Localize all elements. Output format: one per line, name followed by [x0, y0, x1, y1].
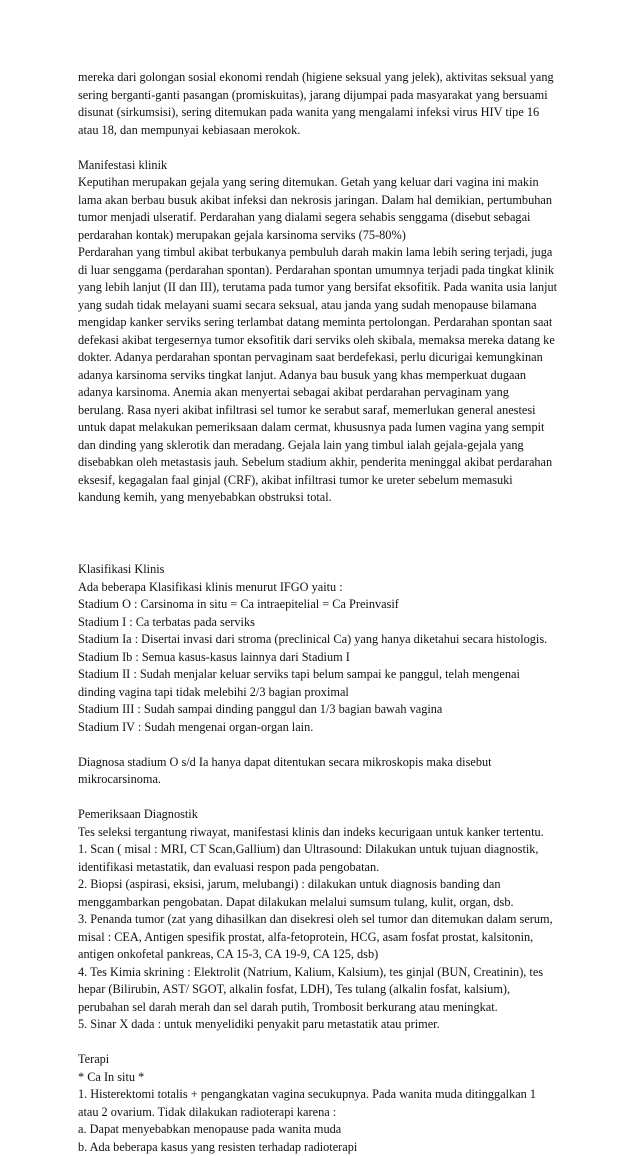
spacer [78, 789, 574, 807]
document-page [78, 69, 574, 1156]
text-line: lama akan berbau busuk akibat infeksi dan nekrosis jaringan. Dalam hal demikian, pertumbuhan [78, 192, 574, 210]
spacer [78, 139, 574, 157]
spacer [78, 736, 574, 754]
text-line: 3. Penanda tumor (zat yang dihasilkan dan disekresi oleh sel tumor dan ditemukan dalam serum, [78, 911, 574, 929]
text-line: yang lebih lanjut (II dan III), terutama pada tumor yang bersifat eksofitik. Pada wanita usia lanjut [78, 279, 574, 297]
text-line: eksesif, kegagalan faal ginjal (CRF), akibat infiltrasi tumor ke ureter sebelum memasuki [78, 472, 574, 490]
text-line: antigen onkofetal pankreas, CA 15-3, CA 19-9, CA 125, dsb) [78, 946, 574, 964]
text-line: kandung kemih, yang menyebabkan obstruksi total. [78, 489, 574, 507]
text-line: Perdarahan yang timbul akibat terbukanya pembuluh darah makin lama lebih sering terjadi, juga [78, 244, 574, 262]
text-line: 4. Tes Kimia skrining : Elektrolit (Natrium, Kalium, Kalsium), tes ginjal (BUN, Creatinin), tes [78, 964, 574, 982]
text-line: adanya karsinoma serviks tingkat lanjut. Adanya bau busuk yang khas memperkuat dugaan [78, 367, 574, 385]
text-line: berulang. Rasa nyeri akibat infiltrasi sel tumor ke serabut saraf, memerlukan general anestesi [78, 402, 574, 420]
text-line: Stadium I : Ca terbatas pada serviks [78, 614, 574, 632]
text-line: identifikasi metastatik, dan evaluasi respon pada pengobatan. [78, 859, 574, 877]
text-line: atau 2 ovarium. Tidak dilakukan radioterapi karena : [78, 1104, 574, 1122]
section-terapi [78, 1051, 574, 1156]
text-line: dan dinding yang sklerotik dan meradang. Gejala lain yang timbul ialah gejala-gejala yang [78, 437, 574, 455]
text-line: misal : CEA, Antigen spesifik prostat, alfa-fetoprotein, HCG, asam fosfat prostat, kalsitonin, [78, 929, 574, 947]
spacer [78, 507, 574, 544]
text-line: Keputihan merupakan gejala yang sering ditemukan. Getah yang keluar dari vagina ini makin [78, 174, 574, 192]
text-line: b. Ada beberapa kasus yang resisten terhadap radioterapi [78, 1139, 574, 1156]
text-line: Stadium O : Carsinoma in situ = Ca intraepitelial = Ca Preinvasif [78, 596, 574, 614]
section-manifestasi [78, 157, 574, 507]
text-line: dokter. Adanya perdarahan spontan pervaginam saat berdefekasi, perlu dicurigai kemungkinan [78, 349, 574, 367]
text-line: Diagnosa stadium O s/d Ia hanya dapat ditentukan secara mikroskopis maka disebut [78, 754, 574, 772]
text-line: a. Dapat menyebabkan menopause pada wanita muda [78, 1121, 574, 1139]
section-heading: Klasifikasi Klinis [78, 561, 574, 579]
text-line: mereka dari golongan sosial ekonomi rendah (higiene seksual yang jelek), aktivitas seksual yang [78, 69, 574, 87]
text-line: Stadium Ib : Semua kasus-kasus lainnya dari Stadium I [78, 649, 574, 667]
paragraph-risk-factors [78, 69, 574, 139]
text-line: sering berganti-ganti pasangan (promiskuitas), jarang dijumpai pada masyarakat yang bersuami [78, 87, 574, 105]
text-line: perubahan sel darah merah dan sel darah putih, Trombosit berkurang atau meningkat. [78, 999, 574, 1017]
text-line: defekasi akibat tergesernya tumor eksofitik dari serviks oleh skibala, memaksa mereka datang ke [78, 332, 574, 350]
text-line: hepar (Bilirubin, AST/ SGOT, alkalin fosfat, LDH), Tes tulang (alkalin fosfat, kalsium), [78, 981, 574, 999]
text-line: mengidap kanker serviks sering terlambat datang meminta pertolongan. Perdarahan spontan saat [78, 314, 574, 332]
paragraph-diagnosa [78, 754, 574, 789]
section-pemeriksaan [78, 806, 574, 1034]
text-line: perdarahan kontak) merupakan gejala karsinoma serviks (75-80%) [78, 227, 574, 245]
text-line: atau 18, dan mempunyai kebiasaan merokok. [78, 122, 574, 140]
text-line: Stadium IV : Sudah mengenai organ-organ lain. [78, 719, 574, 737]
section-heading: Pemeriksaan Diagnostik [78, 806, 574, 824]
text-line: yang sudah tidak melayani suami secara seksual, atau janda yang sudah menopause bilamana [78, 297, 574, 315]
text-line: di luar senggama (perdarahan spontan). Perdarahan spontan umumnya terjadi pada tingkat klinik [78, 262, 574, 280]
section-heading: Terapi [78, 1051, 574, 1069]
spacer [78, 544, 574, 562]
text-line: Ada beberapa Klasifikasi klinis menurut IFGO yaitu : [78, 579, 574, 597]
text-line: menggambarkan pengobatan. Dapat dilakukan melalui sumsum tulang, kulit, organ, dsb. [78, 894, 574, 912]
text-line: Tes seleksi tergantung riwayat, manifestasi klinis dan indeks kecurigaan untuk kanker tertentu. [78, 824, 574, 842]
text-line: tumor menjadi ulseratif. Perdarahan yang dialami segera sehabis senggama (disebut sebagai [78, 209, 574, 227]
text-line: Stadium Ia : Disertai invasi dari stroma (preclinical Ca) yang hanya diketahui secara histologis. [78, 631, 574, 649]
text-line: Stadium II : Sudah menjalar keluar serviks tapi belum sampai ke panggul, telah mengenai [78, 666, 574, 684]
text-line: 5. Sinar X dada : untuk menyelidiki penyakit paru metastatik atau primer. [78, 1016, 574, 1034]
text-line: 2. Biopsi (aspirasi, eksisi, jarum, melubangi) : dilakukan untuk diagnosis banding dan [78, 876, 574, 894]
spacer [78, 1034, 574, 1052]
text-line: dinding vagina tapi tidak melebihi 2/3 bagian proximal [78, 684, 574, 702]
text-line: * Ca In situ * [78, 1069, 574, 1087]
section-heading: Manifestasi klinik [78, 157, 574, 175]
text-line: untuk dapat melakukan pemeriksaan dalam cermat, khususnya pada lumen vagina yang sempit [78, 419, 574, 437]
text-line: mikrocarsinoma. [78, 771, 574, 789]
text-line: 1. Scan ( misal : MRI, CT Scan,Gallium) dan Ultrasound: Dilakukan untuk tujuan diagnostik, [78, 841, 574, 859]
text-line: Stadium III : Sudah sampai dinding panggul dan 1/3 bagian bawah vagina [78, 701, 574, 719]
text-line: adanya karsinoma. Anemia akan menyertai sebagai akibat perdarahan pervaginam yang [78, 384, 574, 402]
text-line: disebabkan oleh metastasis jauh. Sebelum stadium akhir, penderita meninggal akibat perdarahan [78, 454, 574, 472]
text-line: 1. Histerektomi totalis + pengangkatan vagina secukupnya. Pada wanita muda ditinggalkan 1 [78, 1086, 574, 1104]
section-klasifikasi [78, 561, 574, 736]
text-line: disunat (sirkumsisi), sering ditemukan pada wanita yang mengalami infeksi virus HIV tipe 16 [78, 104, 574, 122]
